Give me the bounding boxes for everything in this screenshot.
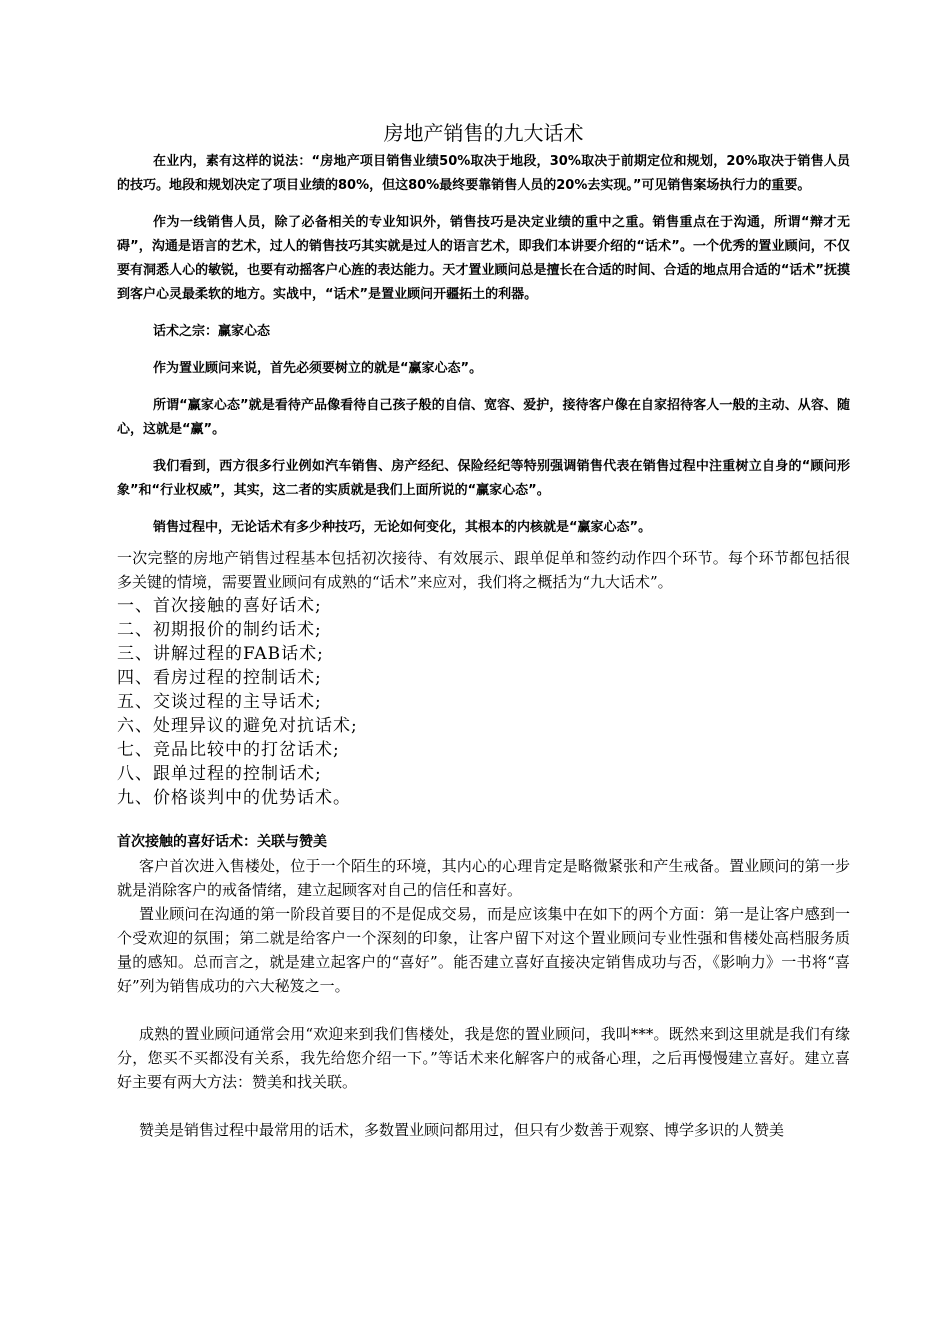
section-paragraph: 置业顾问在沟通的第一阶段首要目的不是促成交易，而是应该集中在如下的两个方面：第一是让客户感到一个受欢迎的氛围；第二就是给客户一个深刻的印象，让客户留下对这个置业顾问专业性强和售楼处高档服务质量的感知。总而言之，就是建立起客户的“喜好”。能否建立喜好直接决定销售成功与否，《影响力》一书将“喜好”列为销售成功的六大秘笈之一。 [117,905,850,995]
section-paragraph: 赞美是销售过程中最常用的话术，多数置业顾问都用过，但只有少数善于观察、博学多识的人赞美 [139,1121,785,1139]
list-item: 四、看房过程的控制话术; [117,668,322,688]
intro-paragraph: 在业内，素有这样的说法：“房地产项目销售业绩50%取决于地段，30%取决于前期定位和规划，20%取决于销售人员的技巧。地段和规划决定了项目业绩的80%，但这80%最终要靠销售人员的20%去实现。”可见销售案场执行力的重要。 [117,154,850,193]
spacer [117,998,850,1022]
section-paragraph: 客户首次进入售楼处，位于一个陌生的环境，其内心的心理肯定是略微紧张和产生戒备。置业顾问的第一步就是消除客户的戒备情绪，建立起顾客对自己的信任和喜好。 [117,857,850,899]
intro-paragraph: 作为一线销售人员，除了必备相关的专业知识外，销售技巧是决定业绩的重中之重。销售重点在于沟通，所谓“辩才无碍”，沟通是语言的艺术，过人的销售技巧其实就是过人的语言艺术，即我们本讲要介绍的“话术”。一个优秀的置业顾问，不仅要有洞悉人心的敏锐，也要有动摇客户心旌的表达能力。天才置业顾问总是擅长在合适的时间、合适的地点用合适的“话术”抚摸到客户心灵最柔软的地方。实战中，“话术”是置业顾问开疆拓土的利器。 [117,215,850,302]
overview-paragraph: 一次完整的房地产销售过程基本包括初次接待、有效展示、跟单促单和签约动作四个环节。每个环节都包括很多关键的情境，需要置业顾问有成熟的“话术”来应对，我们将之概括为“九大话术”。 [117,549,850,591]
nine-techniques-list [117,594,850,810]
list-item: 二、初期报价的制约话术; [117,620,322,640]
document-body [117,118,850,1142]
list-item: 六、处理异议的避免对抗话术; [117,716,358,736]
intro-paragraph: 所谓“赢家心态”就是看待产品像看待自己孩子般的自信、宽容、爱护，接待客户像在自家招待客人一般的主动、从容、随心，这就是“赢”。 [117,398,850,437]
subheading-winner-mindset: 话术之宗：赢家心态 [153,324,271,339]
list-item: 五、交谈过程的主导话术; [117,692,322,712]
list-item: 一、首次接触的喜好话术; [117,596,322,616]
list-item: 九、价格谈判中的优势话术。 [117,788,351,808]
list-item: 三、讲解过程的FAB话术; [117,644,324,664]
document-title: 房地产销售的九大话术 [383,121,584,145]
list-item: 七、竞品比较中的打岔话术; [117,740,340,760]
intro-paragraph: 我们看到，西方很多行业例如汽车销售、房产经纪、保险经纪等特别强调销售代表在销售过程中注重树立自身的“顾问形象”和“行业权威”，其实，这二者的实质就是我们上面所说的“赢家心态”。 [117,459,850,498]
section-heading: 首次接触的喜好话术：关联与赞美 [117,834,327,850]
spacer [117,1094,850,1118]
intro-paragraph: 销售过程中，无论话术有多少种技巧，无论如何变化，其根本的内核就是“赢家心态”。 [153,520,652,535]
intro-paragraph: 作为置业顾问来说，首先必须要树立的就是“赢家心态”。 [153,361,483,376]
section-paragraph: 成熟的置业顾问通常会用“欢迎来到我们售楼处，我是您的置业顾问，我叫***。既然来到这里就是我们有缘分，您买不买都没有关系，我先给您介绍一下。”等话术来化解客户的戒备心理，之后再慢慢建立喜好。建立喜好主要有两大方法：赞美和找关联。 [117,1025,850,1091]
list-item: 八、跟单过程的控制话术; [117,764,322,784]
